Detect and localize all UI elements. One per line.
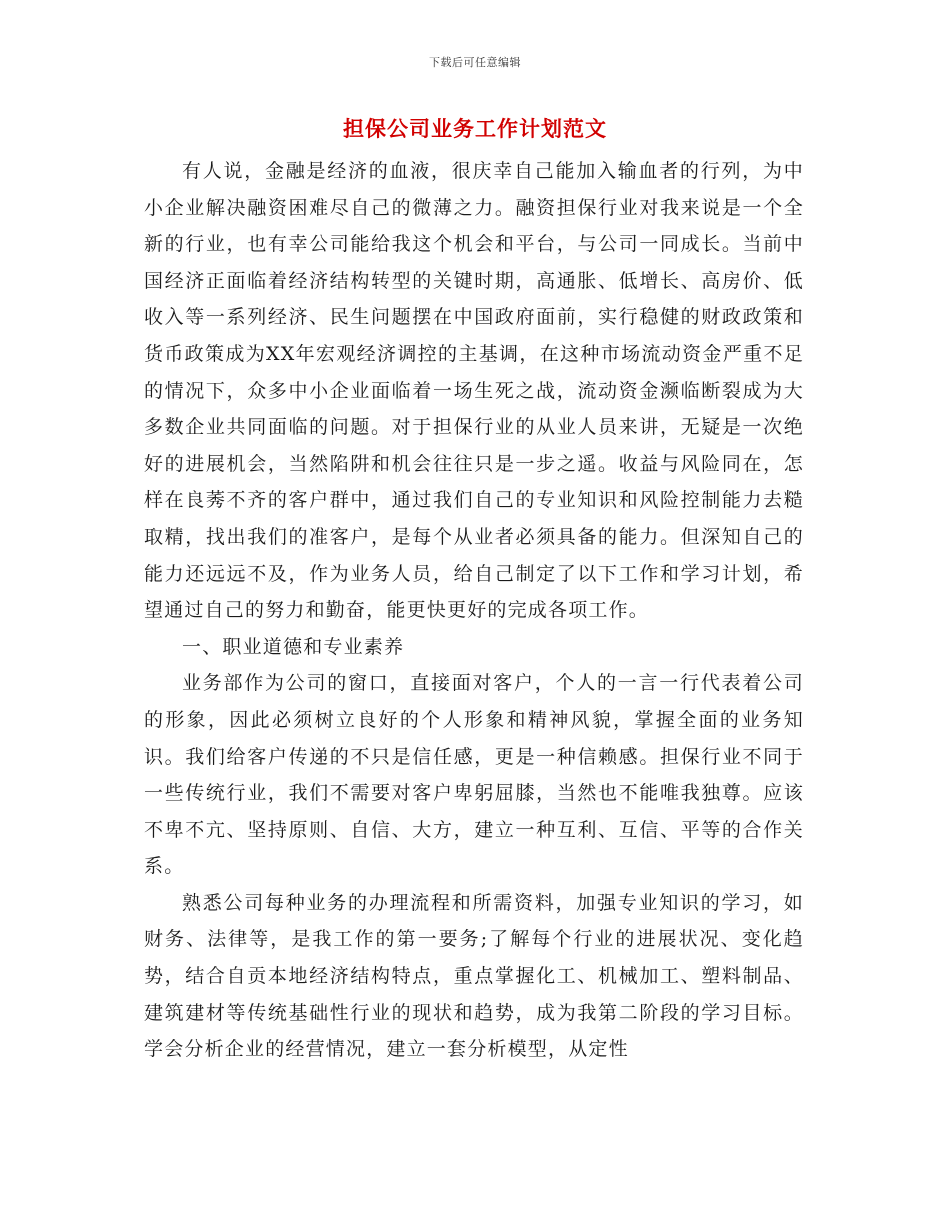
paragraph-ethics: 业务部作为公司的窗口，直接面对客户，个人的一言一行代表着公司的形象，因此必须树立良好的个人形象和精神风貌，掌握全面的业务知识。我们给客户传递的不只是信任感，更是一种信赖感。担保行业不同于一些传统行业，我们不需要对客户卑躬屈膝，当然也不能唯我独尊。应该不卑不亢、坚持原则、自信、大方，建立一种互利、互信、平等的合作关系。 — [144, 672, 804, 878]
paragraph-learning: 熟悉公司每种业务的办理流程和所需资料，加强专业知识的学习，如财务、法律等，是我工作的第一要务;了解每个行业的进展状况、变化趋势，结合自贡本地经济结构特点，重点掌握化工、机械加工、塑料制品、建筑建材等传统基础性行业的现状和趋势，成为我第二阶段的学习目标。学会分析企业的经营情况，建立一套分析模型，从定性 — [144, 891, 804, 1061]
document-title: 担保公司业务工作计划范文 — [343, 116, 607, 141]
section-heading-ethics: 一、职业道德和专业素养 — [182, 635, 405, 658]
document-body — [144, 153, 804, 1068]
header-note: 下载后可任意编辑 — [429, 56, 521, 69]
paragraph-intro: 有人说，金融是经济的血液，很庆幸自己能加入输血者的行列，为中小企业解决融资困难尽自己的微薄之力。融资担保行业对我来说是一个全新的行业，也有幸公司能给我这个机会和平台，与公司一同成长。当前中国经济正面临着经济结构转型的关键时期，高通胀、低增长、高房价、低收入等一系列经济、民生问题摆在中国政府面前，实行稳健的财政政策和货币政策成为XX年宏观经济调控的主基调，在这种市场流动资金严重不足的情况下，众多中小企业面临着一场生死之战，流动资金濒临断裂成为大多数企业共同面临的问题。对于担保行业的从业人员来讲，无疑是一次绝好的进展机会，当然陷阱和机会往往只是一步之遥。收益与风险同在，怎样在良莠不齐的客户群中，通过我们自己的专业知识和风险控制能力去糙取精，找出我们的准客户，是每个从业者必须具备的能力。但深知自己的能力还远远不及，作为业务人员，给自己制定了以下工作和学习计划，希望通过自己的努力和勤奋，能更快更好的完成各项工作。 — [144, 160, 804, 622]
